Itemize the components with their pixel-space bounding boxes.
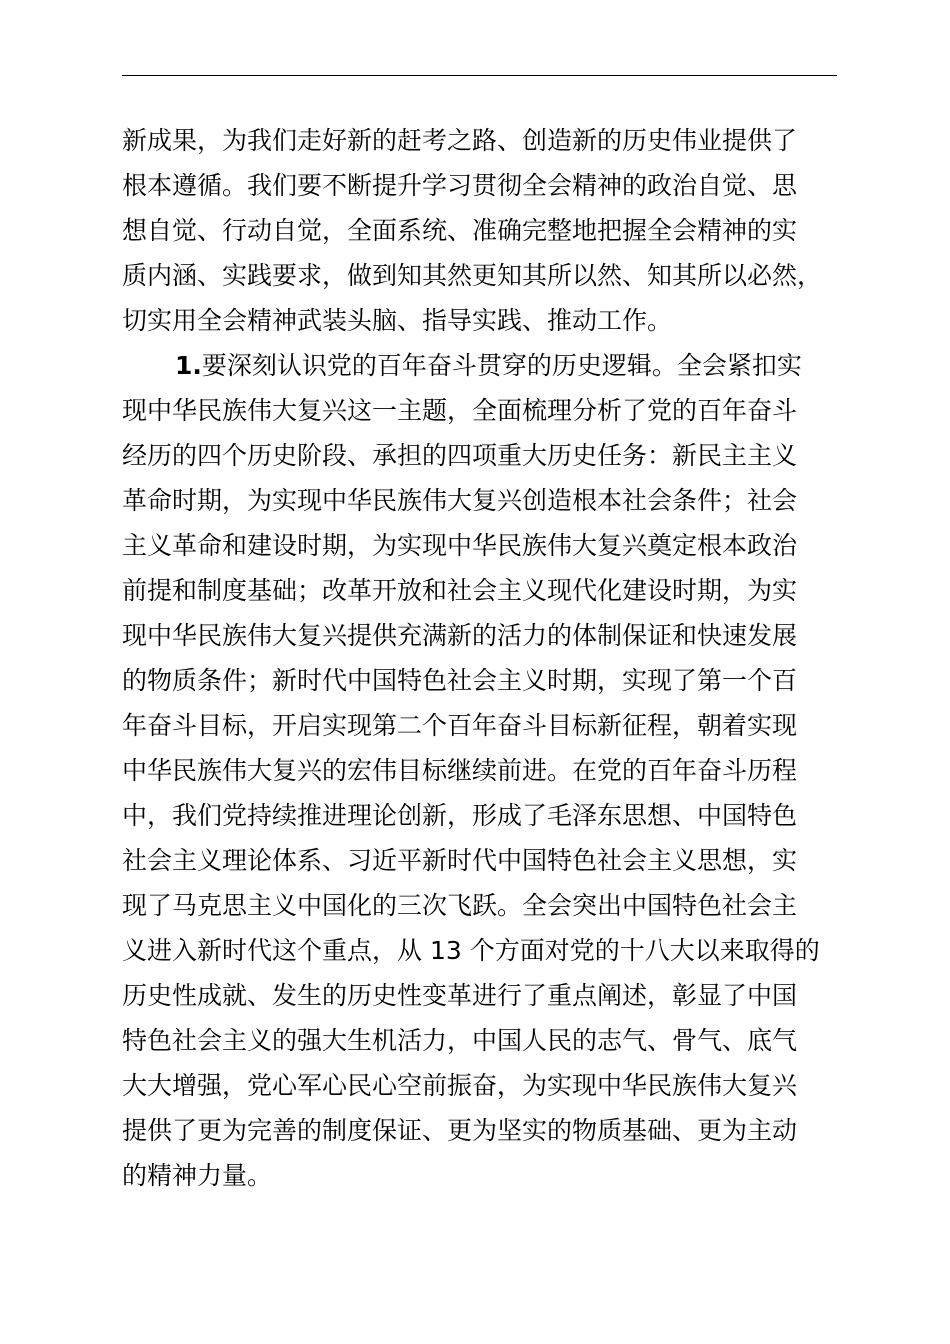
header-rule [122, 75, 837, 76]
text-line: 历史性成就、发生的历史性变革进行了重点阐述，彰显了中国 [122, 981, 798, 1010]
text-line: 经历的四个历史阶段、承担的四项重大历史任务：新民主主义 [122, 441, 798, 470]
text-line: 的物质条件；新时代中国特色社会主义时期，实现了第一个百 [122, 666, 798, 695]
text-line: 革命时期，为实现中华民族伟大复兴创造根本社会条件；社会 [122, 486, 798, 515]
text-line: 根本遵循。我们要不断提升学习贯彻全会精神的政治自觉、思 [122, 171, 798, 200]
text-line: 前提和制度基础；改革开放和社会主义现代化建设时期，为实 [122, 576, 798, 605]
continuation-paragraph [122, 118, 862, 343]
text-line: 大大增强，党心军心民心空前振奋，为实现中华民族伟大复兴 [122, 1071, 798, 1100]
text-line: 年奋斗目标，开启实现第二个百年奋斗目标新征程，朝着实现 [122, 711, 798, 740]
text-line: 切实用全会精神武装头脑、指导实践、推动工作。 [122, 306, 673, 335]
text-line: 中华民族伟大复兴的宏伟目标继续前进。在党的百年奋斗历程 [122, 756, 798, 785]
text-line: 社会主义理论体系、习近平新时代中国特色社会主义思想，实 [122, 846, 798, 875]
text-line: 新成果，为我们走好新的赶考之路、创造新的历史伟业提供了 [122, 126, 798, 155]
text-line: 现了马克思主义中国化的三次飞跃。全会突出中国特色社会主 [122, 891, 798, 920]
text-line: 质内涵、实践要求，做到知其然更知其所以然、知其所以必然， [122, 261, 823, 290]
text-line: 义进入新时代这个重点，从 13 个方面对党的十八大以来取得的 [122, 936, 820, 965]
section-heading-text: 要深刻认识党的百年奋斗贯穿的历史逻辑。全会紧扣实 [201, 351, 802, 380]
text-line: 的精神力量。 [122, 1161, 273, 1190]
text-line: 特色社会主义的强大生机活力，中国人民的志气、骨气、底气 [122, 1026, 798, 1055]
section-number: 1. [175, 351, 202, 380]
section-1-first-line [122, 343, 862, 388]
text-line: 提供了更为完善的制度保证、更为坚实的物质基础、更为主动 [122, 1116, 798, 1145]
text-line: 现中华民族伟大复兴这一主题，全面梳理分析了党的百年奋斗 [122, 396, 798, 425]
text-line: 中，我们党持续推进理论创新，形成了毛泽东思想、中国特色 [122, 801, 798, 830]
text-line: 主义革命和建设时期，为实现中华民族伟大复兴奠定根本政治 [122, 531, 798, 560]
section-1-paragraph [122, 343, 862, 1198]
text-line: 想自觉、行动自觉，全面系统、准确完整地把握全会精神的实 [122, 216, 798, 245]
text-line: 现中华民族伟大复兴提供充满新的活力的体制保证和快速发展 [122, 621, 798, 650]
page-body [122, 118, 862, 1198]
